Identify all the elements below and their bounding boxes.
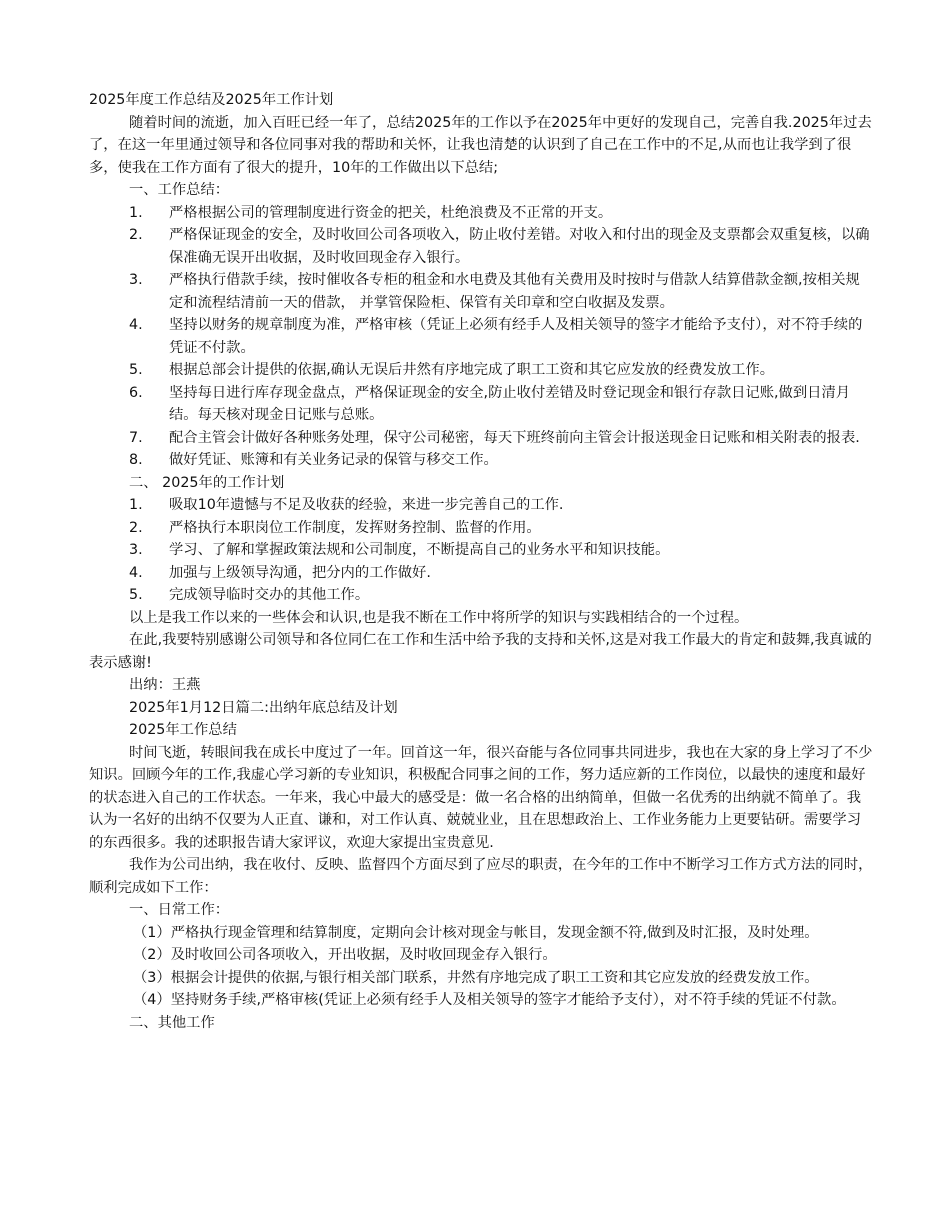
list-number: 2. [129,519,143,536]
section-heading-summary: 一、工作总结： [129,182,230,198]
list-item [89,202,874,225]
list-text: 配合主管会计做好各种账务处理，保守公司秘密，每天下班终前向主管会计报送现金日记账和相关附表的报表. [169,429,860,446]
list-text: 严格根据公司的管理制度进行资金的把关，杜绝浪费及不正常的开支。 [169,204,613,221]
part2-duties-paragraph: 我作为公司出纳，我在收付、反映、监督四个方面尽到了应尽的职责，在今年的工作中不断学习工作方式方法的同时，顺利完成如下工作： [89,857,873,896]
list-item [89,562,874,585]
closing-paragraph: 以上是我工作以来的一些体会和认识,也是我不断在工作中将所学的知识与实践相结合的一个过程。 [129,609,749,626]
list-text: 做好凭证、账簿和有关业务记录的保管与移交工作。 [169,452,498,468]
list-item [89,494,874,517]
list-number: 4. [129,564,143,581]
list-text: 加强与上级领导沟通，把分内的工作做好. [169,564,431,581]
list-item: （3）根据会计提供的依据,与银行相关部门联系，井然有序地完成了职工工资和其它应发放的经费发放工作。 [133,969,819,986]
daily-work-list [89,922,874,1012]
list-item [89,224,874,269]
list-number: 2. [129,227,143,243]
list-number: 6. [129,384,143,401]
list-text: 根据总部会计提供的依据,确认无误后井然有序地完成了职工工资和其它应发放的经费发放工作。 [169,362,775,378]
list-text: 严格保证现金的安全，及时收回公司各项收入，防止收付差错。对收入和付出的现金及支票都会双重复核，以确保准确无误开出收据，及时收回现金存入银行。 [169,227,870,266]
list-text: 完成领导临时交办的其他工作。 [169,587,370,603]
document-title: 2025年度工作总结及2025年工作计划 [89,92,334,108]
document-page [89,89,874,1034]
list-number: 1. [129,204,143,221]
section-heading-daily-work: 一、日常工作： [129,902,230,918]
section-heading-plan: 二、 2025年的工作计划 [129,474,285,491]
list-text: 严格执行本职岗位工作制度，发挥财务控制、监督的作用。 [169,519,541,536]
list-number: 5. [129,362,143,378]
list-item [89,584,874,607]
list-number: 7. [129,429,143,446]
section-heading-other-work: 二、其他工作 [129,1014,215,1031]
summary-list [89,202,874,472]
list-item [89,449,874,472]
list-text: 吸取10年遗憾与不足及收获的经验，来进一步完善自己的工作. [169,497,564,513]
intro-paragraph: 随着时间的流逝，加入百旺已经一年了，总结2025年的工作以予在2025年中更好的发现自己，完善自我.2025年过去了，在这一年里通过领导和各位同事对我的帮助和关怀，让我也清楚的认识到了自己在工作中的不足,从而也让我学到了很多，使我在工作方面有了很大的提升，10年的工作做出以下总结; [89,114,872,176]
plan-list [89,494,874,607]
list-number: 1. [129,497,143,513]
list-number: 3. [129,542,143,558]
list-number: 5. [129,587,143,603]
list-item [89,539,874,562]
list-item: （2）及时收回公司各项收入，开出收据，及时收回现金存入银行。 [133,947,557,963]
list-item: （4）坚持财务手续,严格审核(凭证上必须有经手人及相关领导的签字才能给予支付），对不符手续的凭证不付款。 [133,992,846,1008]
list-text: 学习、了解和掌握政策法规和公司制度，不断提高自己的业务水平和知识技能。 [169,542,670,558]
signature: 出纳：王燕 [129,677,201,693]
thanks-paragraph: 在此,我要特别感谢公司领导和各位同仁在工作和生活中给予我的支持和关怀,这是对我工作最大的肯定和鼓舞,我真诚的表示感谢! [89,632,872,671]
list-item [89,427,874,450]
list-item [89,314,874,359]
list-number: 8. [129,452,143,468]
part2-title: 2025年工作总结 [129,722,237,738]
date-line: 2025年1月12日篇二:出纳年底总结及计划 [129,699,398,716]
part2-intro-paragraph: 时间飞逝，转眼间我在成长中度过了一年。回首这一年，很兴奋能与各位同事共同进步，我也在大家的身上学习了不少知识。回顾今年的工作,我虚心学习新的专业知识，积极配合同事之间的工作，努力适应新的工作岗位，以最快的速度和最好的状态进入自己的工作状态。一年来，我心中最大的感受是：做一名合格的出纳简单，但做一名优秀的出纳就不简单了。我认为一名好的出纳不仅要为人正直、谦和，对工作认真、兢兢业业，且在思想政治上、工作业务能力上更要钻研。需要学习的东西很多。我的述职报告请大家评议，欢迎大家提出宝贵意见. [89,744,873,851]
list-text: 坚持以财务的规章制度为准，严格审核（凭证上必须有经手人及相关领导的签字才能给予支付），对不符手续的凭证不付款。 [169,317,863,356]
list-item [89,517,874,540]
list-text: 坚持每日进行库存现金盘点，严格保证现金的安全,防止收付差错及时登记现金和银行存款日记账,做到日清月结。每天核对现金日记账与总账。 [169,384,851,423]
list-item: （1）严格执行现金管理和结算制度，定期向会计核对现金与帐目，发现金额不符,做到及时汇报，及时处理。 [133,924,819,941]
list-item [89,359,874,382]
list-item [89,382,874,427]
list-text: 严格执行借款手续，按时催收各专柜的租金和水电费及其他有关费用及时按时与借款人结算借款金额,按相关规定和流程结清前一天的借款， 并掌管保险柜、保管有关印章和空白收据及发票。 [169,272,860,311]
list-number: 3. [129,272,143,288]
list-item [89,269,874,314]
list-number: 4. [129,317,143,333]
